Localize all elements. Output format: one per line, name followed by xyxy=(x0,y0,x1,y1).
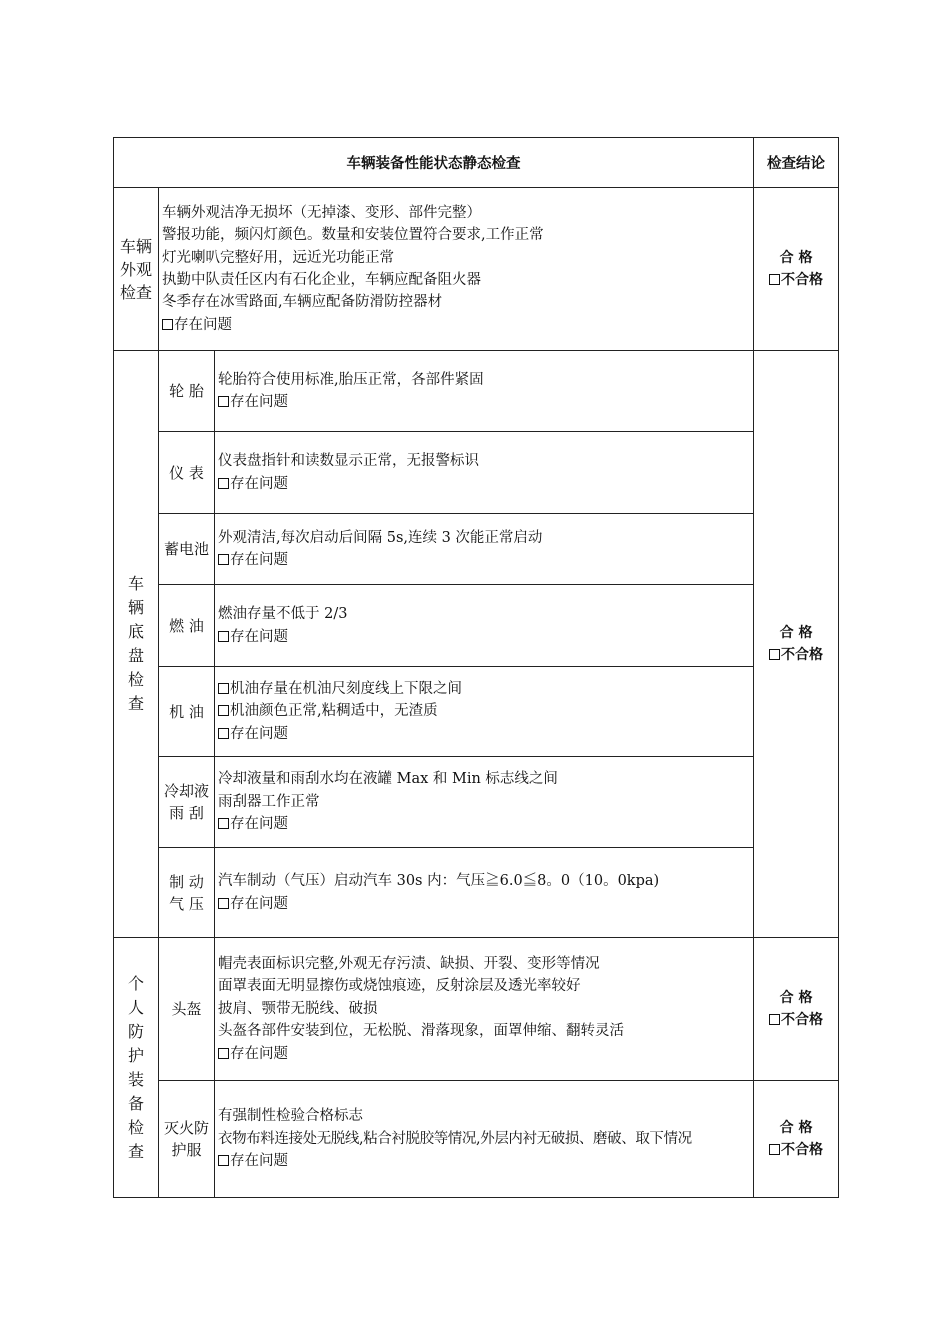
brake-items: 汽车制动（气压）启动汽车 30s 内：气压≧6.0≦8。0（10。0kpa) 存在问题 xyxy=(215,848,754,938)
gauge-issue: 存在问题 xyxy=(218,473,750,495)
tire-issue: 存在问题 xyxy=(218,391,750,413)
chassis-category-label: 车辆底盘检查 xyxy=(127,574,144,713)
chassis-row-coolant xyxy=(114,757,839,848)
chassis-row-brake xyxy=(114,848,839,938)
header-row xyxy=(114,138,839,188)
coolant-issue: 存在问题 xyxy=(218,813,750,835)
checkbox[interactable] xyxy=(218,396,229,407)
helmet-label: 头盔 xyxy=(159,938,215,1081)
exterior-item-2: 警报功能，频闪灯颜色。数量和安装位置符合要求,工作正常 xyxy=(162,227,544,244)
battery-label: 蓄电池 xyxy=(159,514,215,585)
coolant-items: 冷却液量和雨刮水均在液罐 Max 和 Min 标志线之间 雨刮器工作正常 存在问题 xyxy=(215,757,754,848)
exterior-category xyxy=(114,188,159,351)
exterior-category-label: 车辆 外观 检查 xyxy=(119,236,152,302)
conclusion-header: 检查结论 xyxy=(754,138,839,188)
oil-label: 机 油 xyxy=(159,667,215,757)
fail-option: 不合格 xyxy=(754,644,838,666)
pass-label: 合 格 xyxy=(779,1120,813,1136)
gauge-items: 仪表盘指针和读数显示正常，无报警标识 存在问题 xyxy=(215,432,754,514)
inspection-table xyxy=(113,137,839,1198)
gauge-label: 仪 表 xyxy=(159,432,215,514)
oil-check-1: 机油存量在机油尺刻度线上下限之间 xyxy=(218,678,750,700)
fail-option: 不合格 xyxy=(754,1139,838,1161)
suit-items: 有强制性检验合格标志 衣物布料连接处无脱线,粘合衬脱胶等情况,外层内衬无破损、磨破、取下情况 存在问题 xyxy=(215,1081,754,1198)
battery-items: 外观清洁,每次启动后间隔 5s,连续 3 次能正常启动 存在问题 xyxy=(215,514,754,585)
exterior-item-4: 执勤中队责任区内有石化企业，车辆应配备阻火器 xyxy=(162,272,481,288)
checkbox[interactable] xyxy=(218,1048,229,1059)
oil-issue: 存在问题 xyxy=(218,723,750,745)
exterior-row xyxy=(114,188,839,351)
chassis-row-fuel xyxy=(114,585,839,667)
helmet-items: 帽壳表面标识完整,外观无存污渍、缺损、开裂、变形等情况 面罩表面无明显擦伤或烧蚀痕迹，反射涂层及透光率较好 披肩、颚带无脱线、破损 头盔各部件安装到位，无松脱、滑落现象，面罩伸缩、翻转灵活 存在问题 xyxy=(215,938,754,1081)
checkbox[interactable] xyxy=(769,649,780,660)
chassis-row-oil xyxy=(114,667,839,757)
chassis-row-tire xyxy=(114,351,839,432)
suit-label: 灭火防 护服 xyxy=(159,1081,215,1198)
exterior-verdict xyxy=(754,188,839,351)
checkbox[interactable] xyxy=(769,1144,780,1155)
chassis-verdict xyxy=(754,351,839,938)
checkbox[interactable] xyxy=(218,478,229,489)
exterior-items xyxy=(159,188,754,351)
pass-label: 合 格 xyxy=(779,990,813,1006)
fuel-issue: 存在问题 xyxy=(218,626,750,648)
helmet-issue: 存在问题 xyxy=(218,1043,750,1065)
ppe-row-helmet xyxy=(114,938,839,1081)
ppe-category xyxy=(114,938,159,1198)
fuel-label: 燃 油 xyxy=(159,585,215,667)
fuel-items: 燃油存量不低于 2/3 存在问题 xyxy=(215,585,754,667)
suit-verdict xyxy=(754,1081,839,1198)
suit-issue: 存在问题 xyxy=(218,1150,750,1172)
battery-issue: 存在问题 xyxy=(218,549,750,571)
checkbox[interactable] xyxy=(218,683,229,694)
brake-label: 制 动 气 压 xyxy=(159,848,215,938)
brake-issue: 存在问题 xyxy=(218,893,750,915)
checkbox[interactable] xyxy=(769,1014,780,1025)
tire-items: 轮胎符合使用标准,胎压正常，各部件紧固 存在问题 xyxy=(215,351,754,432)
checkbox[interactable] xyxy=(162,319,173,330)
pass-label: 合 格 xyxy=(779,250,813,266)
tire-label: 轮 胎 xyxy=(159,351,215,432)
checkbox[interactable] xyxy=(218,1155,229,1166)
oil-check-2: 机油颜色正常,粘稠适中，无渣质 xyxy=(218,700,750,722)
table-title: 车辆装备性能状态静态检查 xyxy=(114,138,754,188)
helmet-verdict xyxy=(754,938,839,1081)
checkbox[interactable] xyxy=(218,728,229,739)
coolant-label: 冷却液 雨 刮 xyxy=(159,757,215,848)
checkbox[interactable] xyxy=(218,898,229,909)
fail-option: 不合格 xyxy=(754,269,838,291)
chassis-row-battery xyxy=(114,514,839,585)
pass-label: 合 格 xyxy=(779,625,813,641)
chassis-category xyxy=(114,351,159,938)
exterior-item-5: 冬季存在冰雪路面,车辆应配备防滑防控器材 xyxy=(162,294,443,311)
checkbox[interactable] xyxy=(218,818,229,829)
exterior-item-1: 车辆外观洁净无损坏（无掉漆、变形、部件完整） xyxy=(162,204,481,221)
ppe-category-label: 个人防护装备检查 xyxy=(127,973,144,1161)
exterior-issue: 存在问题 xyxy=(162,314,750,336)
checkbox[interactable] xyxy=(218,705,229,716)
fail-option: 不合格 xyxy=(754,1009,838,1031)
exterior-item-3: 灯光喇叭完整好用，远近光功能正常 xyxy=(162,249,394,266)
ppe-row-suit xyxy=(114,1081,839,1198)
checkbox[interactable] xyxy=(769,274,780,285)
checkbox[interactable] xyxy=(218,631,229,642)
checkbox[interactable] xyxy=(218,554,229,565)
oil-items xyxy=(215,667,754,757)
chassis-row-gauge xyxy=(114,432,839,514)
